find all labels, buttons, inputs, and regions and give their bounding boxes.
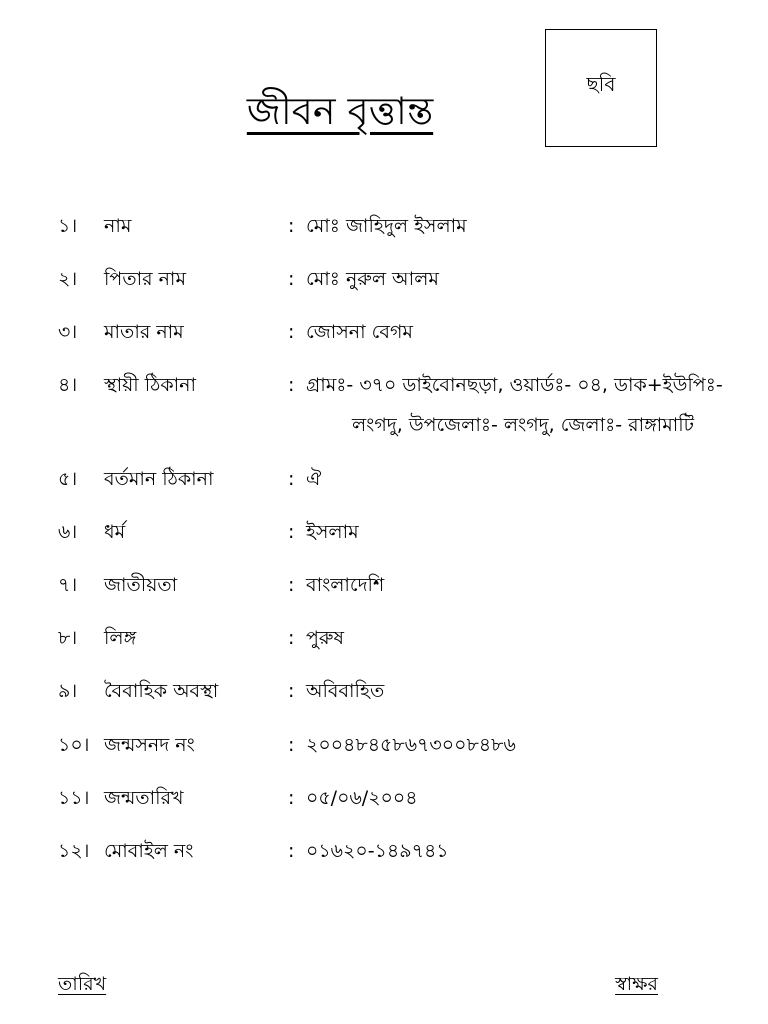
row-number: ১১। <box>58 787 90 809</box>
row-colon: : <box>288 680 295 702</box>
date-label: তারিখ <box>58 973 107 995</box>
row-value-continued: লংগদু, উপজেলাঃ- লংগদু, জেলাঃ- রাঙ্গামাটি <box>352 414 695 436</box>
row-number: ৭। <box>58 574 78 596</box>
row-value: অবিবাহিত <box>306 680 385 702</box>
row-colon: : <box>288 374 295 396</box>
row-label: লিঙ্গ <box>104 627 137 649</box>
row-label: জাতীয়তা <box>104 574 178 596</box>
row-value: বাংলাদেশি <box>306 574 385 596</box>
row-label: মাতার নাম <box>104 321 184 343</box>
row-colon: : <box>288 627 295 649</box>
row-label: জন্মসনদ নং <box>104 734 195 756</box>
row-colon: : <box>288 321 295 343</box>
row-number: ২। <box>58 268 78 290</box>
signature-label: স্বাক্ষর <box>615 973 658 995</box>
row-value: জোসনা বেগম <box>306 321 413 343</box>
row-label: পিতার নাম <box>104 268 186 290</box>
row-label: বৈবাহিক অবস্থা <box>104 680 219 702</box>
row-number: ৩। <box>58 321 78 343</box>
row-label: মোবাইল নং <box>104 840 194 862</box>
document-title: জীবন বৃত্তান্ত <box>246 89 434 133</box>
photo-label: ছবি <box>586 72 616 96</box>
row-colon: : <box>288 268 295 290</box>
row-label: ধর্ম <box>104 521 126 543</box>
row-value: মোঃ নুরুল আলম <box>306 268 439 290</box>
row-number: ১। <box>58 215 78 237</box>
row-value: ২০০৪৮৪৫৮৬৭৩০০৮৪৮৬ <box>306 734 516 756</box>
row-value: ঐ <box>306 468 322 490</box>
row-number: ৮। <box>58 627 78 649</box>
row-number: ৯। <box>58 680 78 702</box>
row-number: ৬। <box>58 521 78 543</box>
row-colon: : <box>288 215 295 237</box>
row-value: পুরুষ <box>306 627 344 649</box>
row-value: গ্রামঃ- ৩৭০ ডাইবোনছড়া, ওয়ার্ডঃ- ০৪, ডাক+ইউপিঃ- <box>306 374 723 396</box>
row-colon: : <box>288 734 295 756</box>
row-number: ১০। <box>58 734 90 756</box>
row-label: বর্তমান ঠিকানা <box>104 468 214 490</box>
row-value: মোঃ জাহিদুল ইসলাম <box>306 215 467 237</box>
row-colon: : <box>288 787 295 809</box>
row-value: ০১৬২০-১৪৯৭৪১ <box>306 840 449 862</box>
row-label: স্থায়ী ঠিকানা <box>104 374 196 396</box>
row-value: ০৫/০৬/২০০৪ <box>306 787 418 809</box>
row-label: জন্মতারিখ <box>104 787 184 809</box>
row-number: ৪। <box>58 374 78 396</box>
row-value: ইসলাম <box>306 521 359 543</box>
row-colon: : <box>288 468 295 490</box>
row-colon: : <box>288 521 295 543</box>
row-number: ৫। <box>58 468 78 490</box>
row-colon: : <box>288 840 295 862</box>
row-number: ১২। <box>58 840 90 862</box>
row-colon: : <box>288 574 295 596</box>
row-label: নাম <box>104 215 132 237</box>
